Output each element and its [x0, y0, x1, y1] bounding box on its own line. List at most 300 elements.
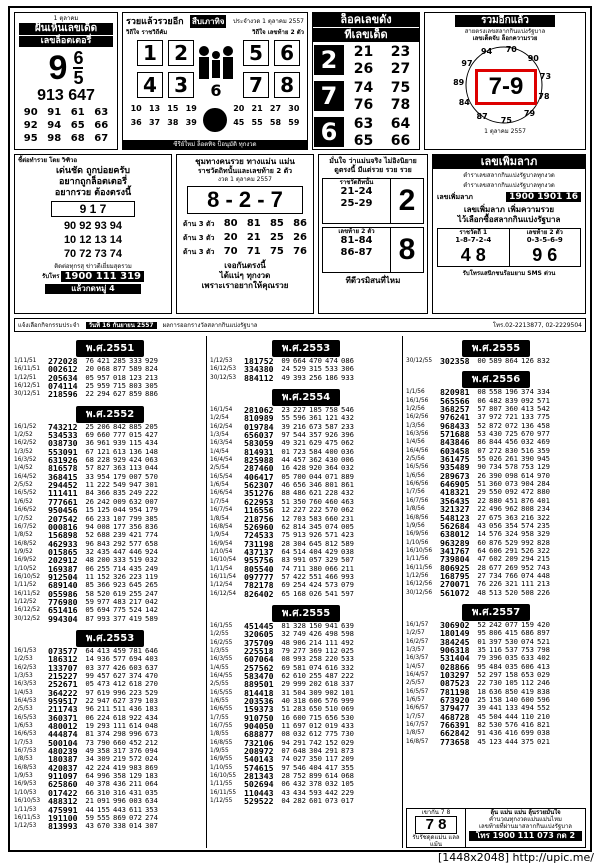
draw-result-row: [210, 431, 402, 439]
draw-result-row: [14, 565, 206, 573]
first-prize-number: 202912: [48, 555, 78, 566]
dream-fraction-top: 6: [73, 48, 84, 68]
prize-number: 991: [293, 555, 306, 565]
prize-number: 140: [505, 695, 518, 705]
prize-number: 329: [325, 555, 338, 565]
prize-number: 552: [537, 703, 550, 713]
first-prize-number: 306902: [440, 619, 470, 630]
dream-grid-number: 90: [23, 107, 38, 118]
prize-number: 656: [325, 712, 338, 722]
prize-number: 869: [145, 762, 158, 772]
prize-number: 098: [505, 470, 518, 480]
draw-date: 1/7/56: [406, 489, 425, 496]
dream-grid-number: 94: [47, 120, 62, 131]
lock-pair: 76: [353, 97, 374, 113]
rich2-title: รวมอีกแล้ว: [455, 15, 555, 27]
prize-number: 758: [325, 405, 338, 415]
prize-number: 333: [113, 555, 126, 565]
first-prize-number: 073577: [48, 645, 78, 656]
prize-number: 420: [537, 619, 550, 629]
prize-number: 159: [521, 619, 534, 629]
prize-number: 424: [309, 580, 322, 590]
lock-pair: 26: [353, 61, 374, 77]
draw-result-row: [14, 448, 206, 456]
prize-number: 996: [113, 687, 126, 697]
prize-number: 688: [97, 530, 110, 540]
prize-number: 222: [341, 671, 354, 680]
prize-number: 326: [113, 571, 126, 581]
prize-number: 645: [309, 538, 322, 548]
prize-number: 422: [293, 571, 306, 581]
prize-number: 206: [97, 421, 110, 431]
prize-number: 136: [521, 420, 534, 430]
results-table: [210, 357, 402, 382]
results-table: [14, 357, 206, 399]
prize-number: 27: [477, 512, 486, 522]
lottery-newspaper-page: [8, 6, 592, 852]
draw-result-row: [14, 382, 206, 390]
rich-grid-number: 37: [148, 118, 161, 127]
draw-result-row: [14, 506, 206, 514]
prize-number: 546: [341, 405, 354, 415]
prize-number: 242: [489, 619, 502, 629]
prize-number: 293: [97, 721, 110, 731]
draw-date: 1/6/57: [406, 697, 425, 704]
prize-number: 648: [293, 746, 306, 756]
prize-number: 01: [477, 636, 486, 646]
prize-number: 675: [489, 512, 502, 522]
rich-grid-number: 36: [130, 118, 142, 127]
draw-date: 16/10/54: [210, 557, 237, 564]
prize-number: 179: [113, 471, 126, 481]
draw-result-row: [14, 697, 206, 705]
prize-number: 284: [537, 479, 550, 489]
prize-number: 242: [97, 496, 110, 506]
draw-date: 1/12/52: [14, 598, 37, 605]
lucky-col2-label: เลขท้าย 2 ตัว: [526, 229, 563, 236]
confident-pair: 21-24: [340, 186, 373, 197]
results-table: [210, 622, 402, 806]
prize-number: 32: [281, 629, 290, 639]
prize-number: 850: [505, 686, 518, 696]
year-header: พ.ศ.2553: [76, 630, 144, 647]
prize-number: 49: [85, 746, 94, 756]
draw-date: 16/4/52: [14, 473, 37, 480]
rich-tile: 1: [137, 40, 163, 66]
draw-result-row: [14, 548, 206, 556]
prize-number: 824: [145, 364, 158, 374]
first-prize-number: 607064: [244, 654, 274, 665]
draw-date: 16/11/51: [14, 366, 41, 373]
prize-number: 57: [477, 404, 486, 414]
junction-row-value: 85: [269, 218, 284, 229]
lock-pair: 27: [390, 61, 411, 77]
results-column-2: [210, 336, 403, 848]
prize-number: 209: [505, 554, 518, 564]
first-prize-number: 320605: [244, 629, 274, 640]
prize-number: 032: [293, 729, 306, 739]
prize-number: 310: [97, 787, 110, 797]
prize-number: 597: [341, 588, 354, 598]
prize-number: 864: [505, 356, 518, 365]
rich-again-box: [122, 12, 308, 150]
prize-number: 945: [537, 454, 550, 464]
prize-number: 431: [129, 787, 142, 797]
prize-number: 077: [505, 619, 518, 629]
draw-date: 16/4/53: [14, 698, 37, 705]
draw-date: 1/10/55: [210, 764, 233, 771]
first-prize-number: 205634: [48, 372, 78, 383]
prize-number: 332: [341, 662, 354, 672]
results-table: [406, 357, 586, 365]
prize-number: 317: [113, 746, 126, 756]
prize-number: 482: [489, 395, 502, 405]
draw-result-row: [14, 772, 206, 780]
draw-date: 16/7/54: [210, 507, 233, 514]
draw-result-row: [210, 406, 402, 414]
prize-number: 52: [477, 670, 486, 679]
prize-number: 200: [97, 555, 110, 565]
prize-number: 633: [521, 653, 534, 663]
draw-date: 1/8/55: [210, 731, 229, 738]
prize-number: 835: [113, 488, 126, 498]
junction-row-label: ด้าน 3 ตัว: [183, 220, 215, 228]
prize-number: 211: [129, 779, 142, 789]
first-prize-number: 218596: [48, 389, 78, 400]
draw-result-row: [210, 531, 402, 539]
prize-number: 021: [537, 736, 550, 746]
prize-number: 035: [505, 653, 518, 663]
draw-date: 16/6/55: [210, 706, 233, 713]
prize-number: 616: [325, 662, 338, 672]
prize-number: 255: [129, 588, 142, 598]
prize-number: 487: [325, 671, 338, 680]
prize-number: 249: [145, 563, 158, 573]
prize-number: 158: [489, 695, 502, 705]
draw-date: 16/6/52: [14, 507, 37, 514]
prize-number: 843: [97, 538, 110, 548]
prize-number: 82: [477, 720, 486, 730]
prize-number: 211: [97, 704, 110, 714]
first-prize-number: 603458: [440, 445, 470, 456]
prize-number: 035: [145, 787, 158, 797]
prize-number: 808: [521, 504, 534, 514]
junction-sub: ราชวัตถิทนั้นและเลขท้าย 2 ตัว: [197, 167, 293, 175]
prize-number: 333: [129, 356, 142, 365]
junction-footer3: เพราะเราอยากให้คุณรวย: [201, 281, 289, 290]
prize-number: 234: [537, 504, 550, 514]
prize-number: 469: [537, 437, 550, 447]
prize-number: 222: [145, 488, 158, 498]
first-prize-number: 444874: [48, 729, 78, 740]
prize-number: 589: [489, 356, 502, 365]
prize-number: 423: [341, 530, 354, 540]
prize-number: 321: [505, 579, 518, 589]
prize-number: 374: [97, 729, 110, 739]
prize-number: 551: [309, 571, 322, 581]
rich-tile: 2: [168, 40, 194, 66]
lucky-col2-seq: 0-3-5-6-9: [526, 236, 563, 244]
watermark: [1448x2048] http://upic.me/: [437, 851, 594, 864]
announcement-strip: [14, 318, 586, 332]
prize-number: 416: [521, 720, 534, 730]
lock-pair: 65: [353, 133, 374, 149]
draw-result-row: [210, 664, 402, 672]
tip-footer: ติดต่อทุกรสุ ข่าวดีเยี่ยมสุดรวม: [54, 263, 132, 270]
prize-number: 936: [97, 654, 110, 664]
draw-result-row: [14, 722, 206, 730]
prize-number: 08: [477, 387, 486, 397]
prize-number: 374: [521, 387, 534, 397]
prize-number: 436: [113, 779, 126, 789]
prize-number: 390: [489, 470, 502, 480]
draw-date: 16/10/55: [210, 773, 237, 780]
prize-number: 992: [521, 537, 534, 547]
prize-number: 357: [309, 430, 322, 440]
first-prize-number: 379477: [440, 703, 470, 714]
prize-number: 589: [129, 364, 142, 374]
draw-date: 16/8/55: [210, 739, 233, 746]
draw-date: 1/11/52: [14, 582, 37, 589]
prize-number: 434: [145, 712, 158, 722]
prize-number: 038: [537, 728, 550, 738]
first-prize-number: 087523: [440, 678, 470, 689]
prize-number: 530: [505, 636, 518, 646]
draw-date: 16/7/55: [210, 723, 233, 730]
prize-number: 86: [477, 437, 486, 447]
prize-number: 322: [537, 545, 550, 555]
prize-number: 111: [521, 579, 534, 589]
prize-number: 600: [293, 712, 306, 722]
prize-number: 379: [129, 696, 142, 706]
first-prize-number: 565566: [440, 395, 470, 406]
prize-number: 596: [537, 695, 550, 705]
first-prize-number: 406417: [244, 471, 274, 482]
prize-number: 007: [129, 471, 142, 481]
draw-result-row: [14, 498, 206, 506]
year-header: พ.ศ.2551: [76, 340, 144, 357]
first-prize-number: 574615: [244, 762, 274, 773]
prize-number: 94: [281, 737, 290, 747]
dream-grid-number: 91: [47, 107, 62, 118]
prize-number: 01: [281, 446, 290, 456]
prize-number: 34: [85, 754, 94, 764]
prize-number: 413: [521, 404, 534, 414]
year-header: พ.ศ.2556: [462, 371, 530, 388]
draw-date: 1/6/52: [14, 498, 33, 505]
prize-number: 587: [325, 421, 338, 431]
dream-title: ฝันเห็นเลขเด็ด: [19, 23, 113, 35]
first-prize-number: 351276: [244, 488, 274, 499]
draw-date: 1/4/56: [406, 439, 425, 446]
draw-result-row: [210, 448, 402, 456]
draw-date: 16/12/53: [210, 366, 237, 373]
draw-date: 16/7/56: [406, 497, 429, 504]
prize-number: 889: [341, 471, 354, 481]
junction-row: [177, 231, 313, 245]
draw-date: 16/11/56: [406, 564, 433, 571]
prize-number: 369: [309, 645, 322, 655]
first-prize-number: 724533: [244, 530, 274, 541]
draw-date: 1/4/52: [14, 465, 33, 472]
draw-result-row: [210, 556, 402, 564]
ad-r1: ลุ้น แม่น แม่น ลุ้นรวยมั่นใจ: [490, 809, 561, 816]
draw-result-row: [210, 439, 402, 447]
prize-number: 359: [537, 445, 550, 455]
first-prize-number: 963289: [440, 537, 470, 548]
draw-date: 1/6/53: [14, 723, 33, 730]
prize-number: 228: [97, 455, 110, 465]
draw-date: 16/6/53: [14, 731, 37, 738]
first-prize-number: 341767: [440, 545, 470, 556]
first-prize-number: 906318: [440, 644, 470, 655]
tip-phone[interactable]: 1900 111 319: [61, 271, 144, 282]
prize-number: 43: [477, 520, 486, 530]
draw-date: 16/5/52: [14, 490, 37, 497]
draw-date: 1/4/57: [406, 663, 425, 670]
draw-date: 16/9/53: [14, 781, 37, 788]
first-prize-number: 843846: [440, 437, 470, 448]
draw-result-row: [210, 689, 402, 697]
first-prize-number: 534533: [48, 430, 78, 441]
dream-fraction-bottom: 5: [73, 68, 84, 88]
prize-number: 550: [489, 487, 502, 497]
prize-number: 168: [293, 588, 306, 598]
draw-date: 16/4/54: [210, 457, 233, 464]
prize-number: 113: [129, 463, 142, 473]
draw-result-row: [210, 456, 402, 464]
prize-number: 226: [537, 587, 550, 597]
prize-number: 035: [505, 661, 518, 671]
prize-number: 859: [129, 389, 142, 399]
prize-number: 526: [521, 545, 534, 555]
draw-date: 16/5/55: [210, 689, 233, 696]
draw-date: 1/7/52: [14, 515, 33, 522]
first-prize-number: 180149: [440, 628, 470, 639]
prize-number: 121: [97, 446, 110, 456]
prize-number: 24: [281, 364, 290, 374]
draw-date: 1/10/52: [14, 565, 37, 572]
prize-number: 105: [341, 779, 354, 789]
lucky-col1-label: ราชวัตถี 1: [459, 229, 488, 236]
prize-number: 024: [145, 754, 158, 764]
prize-number: 442: [325, 787, 338, 797]
prize-number: 091: [97, 796, 110, 806]
prize-number: 529: [145, 687, 158, 697]
lucky-phone[interactable]: 1900 1901 16: [506, 192, 581, 202]
draw-date: 16/9/56: [406, 531, 429, 538]
prize-number: 346: [309, 480, 322, 490]
draw-date: 1/8/53: [14, 756, 33, 763]
prize-number: 05: [281, 471, 290, 481]
prize-number: 906: [293, 637, 306, 647]
prize-number: 484: [489, 661, 502, 671]
prize-number: 272: [489, 445, 502, 455]
prize-number: 504: [489, 711, 502, 721]
lucky-body: ตำราเลขสลากกินแบ่งรัฐบาลทุกงวด: [463, 182, 555, 189]
prize-number: 072: [129, 812, 142, 822]
junction-date: งวด 1 ตุลาคม 2557: [218, 176, 272, 183]
prize-number: 044: [309, 471, 322, 481]
first-prize-number: 814931: [244, 446, 274, 457]
prize-number: 358: [113, 771, 126, 781]
prize-number: 85: [85, 580, 94, 590]
prize-number: 16: [281, 712, 290, 722]
prize-number: 571: [325, 530, 338, 540]
prize-number: 042: [145, 596, 158, 606]
prize-number: 993: [97, 613, 110, 623]
draw-result-row: [210, 540, 402, 548]
ad-phone[interactable]: โทร 1900 111 073 กด 2: [469, 831, 582, 841]
prize-number: 185: [309, 405, 322, 415]
prize-number: 571: [537, 395, 550, 405]
prize-number: 619: [97, 687, 110, 697]
prize-number: 443: [113, 804, 126, 814]
prize-number: 27: [477, 570, 486, 580]
prize-number: 64: [85, 645, 94, 655]
prize-number: 49: [281, 438, 290, 448]
prize-number: 434: [145, 438, 158, 448]
draw-result-row: [14, 598, 206, 606]
prize-number: 211: [341, 563, 354, 573]
lock-pair: 66: [390, 133, 411, 149]
top-date: 1 ตุลาคม: [53, 15, 79, 22]
prize-number: 329: [537, 529, 550, 539]
rich-title: รวยแล้วรวยอีก: [126, 17, 184, 27]
ad-line2: รับรัชดุดแม่น แลลแม้น: [412, 834, 460, 848]
prize-number: 475: [325, 438, 338, 448]
draw-date: 16/7/52: [14, 523, 37, 530]
first-prize-number: 656037: [244, 430, 274, 441]
prize-number: 470: [309, 356, 322, 365]
ring-number: 78: [538, 92, 550, 102]
first-prize-number: 451445: [244, 620, 274, 631]
draw-result-row: [14, 797, 206, 805]
prize-number: 223: [129, 687, 142, 697]
prize-number: 126: [521, 356, 534, 365]
prize-number: 75: [281, 530, 290, 540]
prize-number: 063: [145, 455, 158, 465]
prize-number: 112: [325, 645, 338, 655]
prize-number: 380: [309, 563, 322, 573]
draw-date: 16/10/52: [14, 573, 41, 580]
prize-number: 806: [489, 628, 502, 638]
prize-number: 899: [309, 771, 322, 781]
prize-number: 533: [341, 654, 354, 664]
prize-number: 999: [293, 679, 306, 689]
draw-result-row: [210, 357, 402, 365]
draw-date: 16/7/57: [406, 722, 429, 729]
first-prize-number: 810989: [244, 413, 274, 424]
prize-number: 074: [521, 570, 534, 580]
junction-row-value: 70: [223, 246, 238, 257]
lock-pair: 74: [353, 80, 374, 96]
prize-number: 291: [325, 746, 338, 756]
draw-date: 1/12/53: [14, 823, 37, 830]
prize-number: 433: [341, 721, 354, 731]
prize-number: 36: [85, 438, 94, 448]
first-prize-number: 468728: [440, 711, 470, 722]
prize-number: 466: [325, 571, 338, 581]
draw-date: 1/3/53: [14, 673, 33, 679]
rich2-sub: สายตรงเลขสลากกินแบ่งรัฐบาล: [464, 28, 546, 35]
prize-number: 415: [505, 628, 518, 638]
draw-result-row: [14, 664, 206, 672]
prize-number: 434: [293, 787, 306, 797]
junction-row-value: 75: [269, 246, 284, 257]
prize-number: 452: [129, 737, 142, 747]
prize-number: 660: [113, 737, 126, 747]
